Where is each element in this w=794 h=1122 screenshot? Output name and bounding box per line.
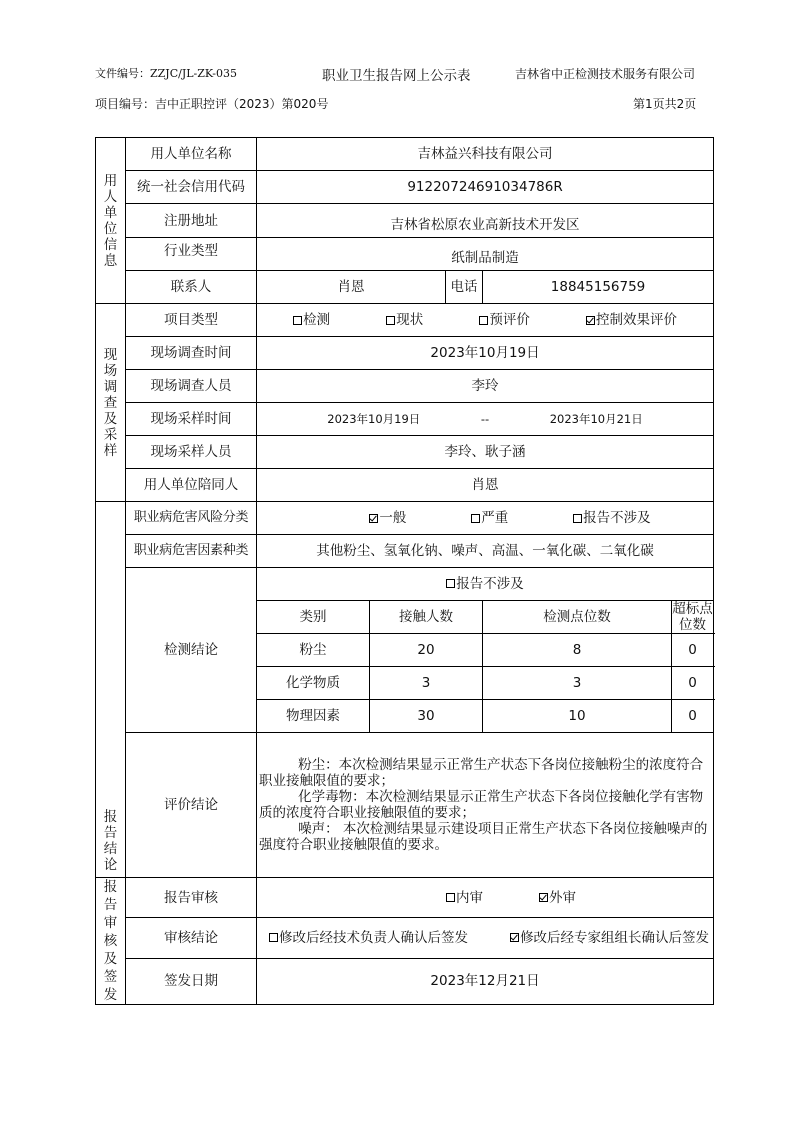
cell-exceed: 0 [672,700,714,733]
row-risk [96,502,714,535]
row-evaluation [96,733,714,878]
label-surveyor: 现场调查人员 [126,370,257,403]
contact-person: 肖恩 [257,271,446,304]
checkbox-type-control-effect[interactable] [586,312,677,328]
row-survey-time [96,337,714,370]
evaluation-noise: 噪声： 本次检测结果显示建设项目正常生产状态下各岗位接触噪声的强度符合职业接触限值的要求。 [259,821,708,853]
label-evaluation: 评价结论 [126,733,257,878]
label-project-type: 项目类型 [126,304,257,337]
cell-points: 8 [483,634,672,667]
checkbox-tech-lead-confirm[interactable] [269,930,468,946]
checkbox-icon [573,514,582,523]
industry: 纸制品制造 [257,238,714,271]
file-number: 文件编号：ZZJC/JL-ZK-035 [95,67,238,80]
row-sampler [96,436,714,469]
disclosure-table [95,137,714,1005]
checkbox-icon [293,316,302,325]
section-char: 人 [103,188,118,205]
section-char: 发 [103,987,118,1003]
option-label: 现状 [396,312,424,328]
label-issue-date: 签发日期 [126,958,257,1004]
cell-exposed: 3 [370,667,483,700]
label-credit-code: 统一社会信用代码 [126,171,257,204]
cell-category: 化学物质 [257,667,370,700]
header-point-count: 检测点位数 [483,601,672,634]
checkbox-icon [471,514,480,523]
checkbox-icon [479,316,488,325]
section-char: 核 [103,933,118,949]
company-name: 吉林省中正检测技术服务有限公司 [515,67,696,81]
evaluation-chemical: 化学毒物：本次检测结果显示正常生产状态下各岗位接触化学有害物质的浓度符合职业接触限值的要求； [259,789,704,821]
survey-time: 2023年10月19日 [257,337,714,370]
checkbox-external-audit[interactable] [539,890,576,906]
label-factors: 职业病危害因素种类 [126,535,257,568]
audit-result-options [257,930,713,946]
section-char: 信 [103,236,118,253]
header-category: 类别 [257,601,370,634]
option-label: 修改后经技术负责人确认后签发 [279,929,468,946]
section-char: 样 [103,442,118,459]
employer-name: 吉林益兴科技有限公司 [257,138,714,171]
label-survey-time: 现场调查时间 [126,337,257,370]
evaluation-text [257,733,714,878]
address: 吉林省松原农业高新技术开发区 [257,204,714,238]
checkbox-detection-not-involved[interactable] [446,576,524,592]
header-exposed-count: 接触人数 [370,601,483,634]
row-employer-name [96,138,714,171]
label-risk: 职业病危害风险分类 [126,502,257,535]
section-char: 息 [103,252,118,269]
option-label: 一般 [379,510,407,526]
section-review [96,878,126,1005]
section-employer [96,138,126,304]
section-survey [96,304,126,502]
section-char: 论 [103,857,118,873]
checkbox-icon [269,933,278,942]
label-detection: 检测结论 [126,568,257,733]
sampler: 李玲、耿子涵 [257,436,714,469]
checkbox-type-pre-evaluation[interactable] [479,312,530,328]
label-escort: 用人单位陪同人 [126,469,257,502]
phone-number: 18845156759 [483,271,714,304]
checkbox-icon [446,893,455,902]
cell-category: 粉尘 [257,634,370,667]
checkbox-checked-icon [586,316,595,325]
option-label: 内审 [456,889,484,906]
sampling-start: 2023年10月19日 [327,412,421,426]
evaluation-dust: 粉尘：本次检测结果显示正常生产状态下各岗位接触粉尘的浓度符合职业接触限值的要求； [259,757,704,789]
section-char: 签 [103,969,118,985]
row-surveyor [96,370,714,403]
page-indicator: 第1页共2页 [633,97,697,111]
checkbox-icon [386,316,395,325]
checkbox-type-status[interactable] [386,312,423,328]
section-char: 现 [103,346,118,363]
row-factors [96,535,714,568]
project-number: 项目编号：吉中正职控评（2023）第020号 [95,97,329,111]
row-sampling-time [96,403,714,436]
cell-category: 物理因素 [257,700,370,733]
section-char: 审 [103,915,118,931]
escort: 肖恩 [257,469,714,502]
row-issue-date [96,958,714,1004]
checkbox-risk-general[interactable] [369,510,406,526]
checkbox-checked-icon [369,514,378,523]
section-char: 场 [103,362,118,379]
section-char: 结 [103,841,118,857]
section-char: 查 [103,394,118,411]
option-label: 预评价 [489,312,530,328]
section-char: 及 [103,410,118,427]
checkbox-icon [446,579,455,588]
option-label: 控制效果评价 [595,312,677,328]
option-label: 检测 [303,312,331,328]
surveyor: 李玲 [257,370,714,403]
label-industry: 行业类型 [126,238,257,271]
row-contact [96,271,714,304]
hazard-factors: 其他粉尘、氢氧化钠、噪声、高温、一氧化碳、二氧化碳 [257,535,714,568]
row-not-involved [96,568,714,601]
row-industry [96,238,714,271]
label-audit: 报告审核 [126,878,257,918]
checkbox-checked-icon [510,933,519,942]
label-sampler: 现场采样人员 [126,436,257,469]
section-char: 告 [103,897,118,913]
cell-points: 10 [483,700,672,733]
project-type-options [257,312,713,328]
section-char: 调 [103,378,118,395]
cell-exceed: 0 [672,667,714,700]
checkbox-expert-lead-confirm[interactable] [510,930,709,946]
label-audit-result: 审核结论 [126,918,257,958]
section-char: 位 [103,220,118,237]
checkbox-checked-icon [539,893,548,902]
checkbox-risk-not-involved[interactable] [573,510,651,526]
option-label: 报告不涉及 [583,510,651,526]
sampling-end: 2023年10月21日 [549,412,643,426]
section-char: 报 [103,879,118,895]
credit-code: 91220724691034786R [257,171,714,204]
checkbox-internal-audit[interactable] [446,890,483,906]
label-sampling-time: 现场采样时间 [126,403,257,436]
row-audit-result [96,918,714,958]
section-char: 用 [103,172,118,189]
cell-exposed: 20 [370,634,483,667]
risk-options [257,510,713,526]
page-title: 职业卫生报告网上公示表 [322,68,471,84]
section-char: 单 [103,204,118,221]
label-employer-name: 用人单位名称 [126,138,257,171]
row-credit-code [96,171,714,204]
option-label: 修改后经专家组组长确认后签发 [520,929,710,946]
option-label: 外审 [549,889,577,906]
section-char: 及 [103,951,118,967]
row-project-type [96,304,714,337]
sampling-separator: -- [480,412,490,426]
header-exceed-count: 超标点位数 [672,601,713,633]
checkbox-risk-severe[interactable] [471,510,508,526]
audit-options [257,890,713,906]
cell-exposed: 30 [370,700,483,733]
option-label: 报告不涉及 [456,575,524,592]
option-label: 严重 [481,510,509,526]
row-audit [96,878,714,918]
label-phone: 电话 [446,271,483,304]
label-contact: 联系人 [126,271,257,304]
checkbox-type-detection[interactable] [293,312,330,328]
label-address: 注册地址 [126,204,257,238]
section-conclusion [96,502,126,878]
row-address [96,204,714,238]
row-escort [96,469,714,502]
section-char: 告 [103,825,118,841]
section-char: 报 [103,809,118,825]
cell-exceed: 0 [672,634,714,667]
cell-points: 3 [483,667,672,700]
section-char: 采 [103,426,118,443]
issue-date: 2023年12月21日 [257,958,714,1004]
